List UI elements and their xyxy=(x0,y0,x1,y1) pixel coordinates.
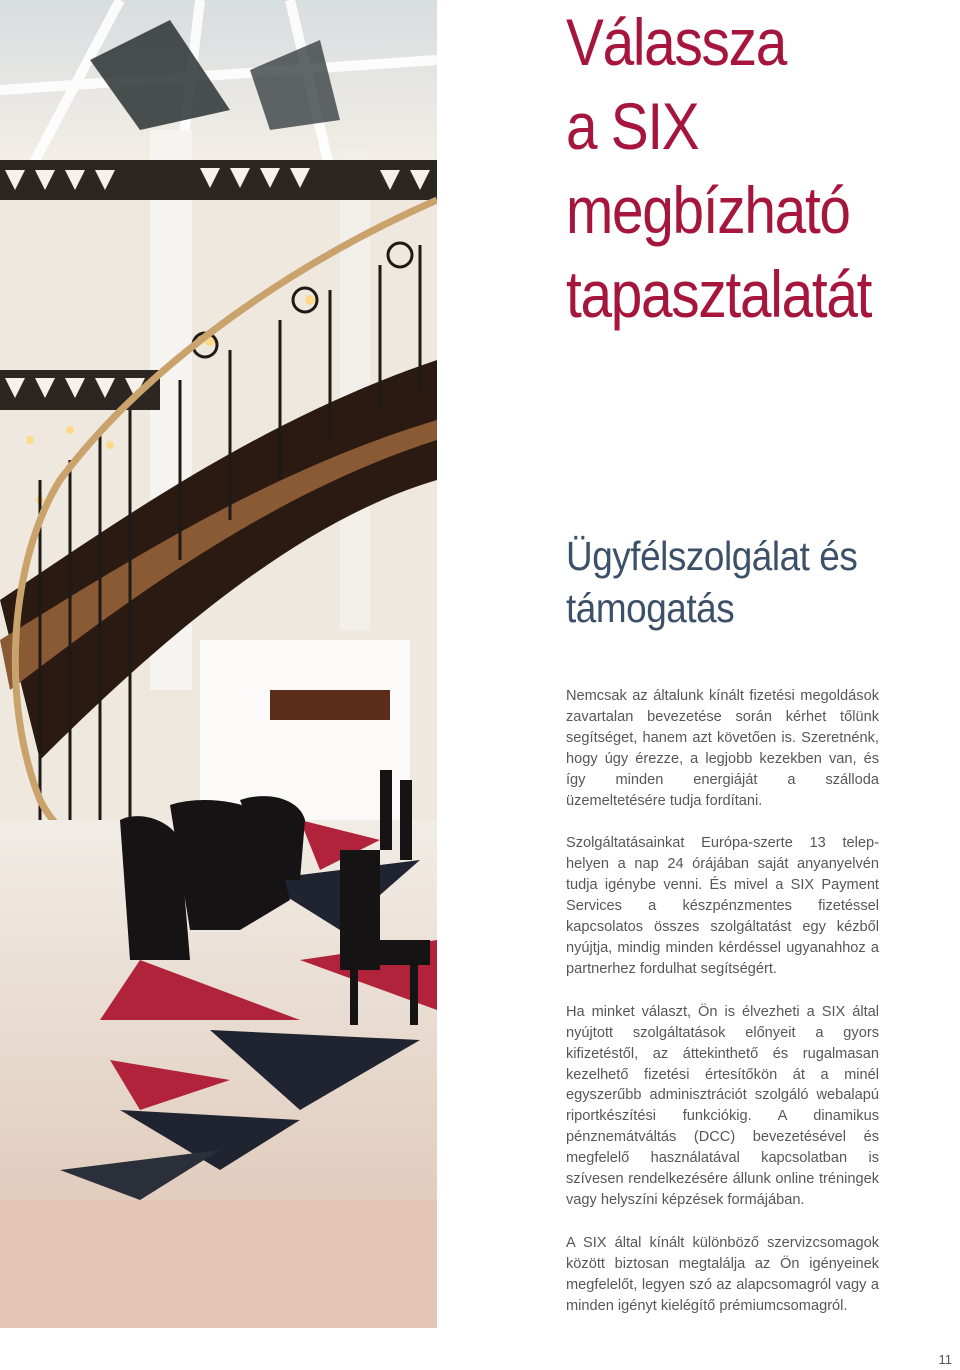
body-text xyxy=(566,686,879,1338)
title-line: a SIX xyxy=(566,89,699,163)
title-line: Válassza xyxy=(566,5,786,79)
subtitle-line: Ügyfélszolgálat és xyxy=(566,533,858,579)
page-title xyxy=(566,0,893,336)
paragraph: A SIX által kínált különböző szervizcsomagok között biztosan megtalálja az Ön igényeinek megfelelőt, legyen szó az alapcsomagról vagy a minden igényt kielégítő prémiumcsomagról. xyxy=(566,1234,879,1314)
section-heading xyxy=(566,530,908,634)
title-line: tapasztalatát xyxy=(566,257,872,331)
title-line: megbízható xyxy=(566,173,850,247)
paragraph: Ha minket választ, Ön is élvezheti a SIX által nyújtott szolgáltatások előnyeit a gyors kifizetéstől, az áttekinthető és rugalmasan kezelhető fizetési értesítőkön át a minél egyszerűbb adminisztrációt szolgáló webalapú riportkészítési funkciókig. A dinamikus pénznemátváltás (DCC) bevezetésével és megfelelő használatával kapcsolatban is szívesen rendelkezésére állunk online tréningek vagy helyszíni képzések formájában. xyxy=(566,1003,879,1208)
hotel-staircase-photo xyxy=(0,0,437,1328)
paragraph: Szolgáltatásainkat Európa-szerte 13 telephelyen a nap 24 órájában saját anyanyelvén tudja igénybe venni. És mivel a SIX Payment Services a készpénzmentes fizetéssel kapcsolatos összes szolgáltatást egy kézből nyújtja, mindig minden kérdéssel ugyanahhoz a partnerhez fordulhat segítségért. xyxy=(566,835,879,977)
paragraph: Nemcsak az általunk kínált fizetési megoldások zavartalan bevezetése során kérhet tőlünk segítséget, hanem azt követően is. Szeretnénk, hogy úgy érezze, a legjobb kezekben van, és így minden energiáját a szálloda üzemeltetésére tudja fordítani. xyxy=(566,688,879,809)
page-number: 11 xyxy=(938,1352,952,1367)
subtitle-line: támogatás xyxy=(566,585,735,631)
